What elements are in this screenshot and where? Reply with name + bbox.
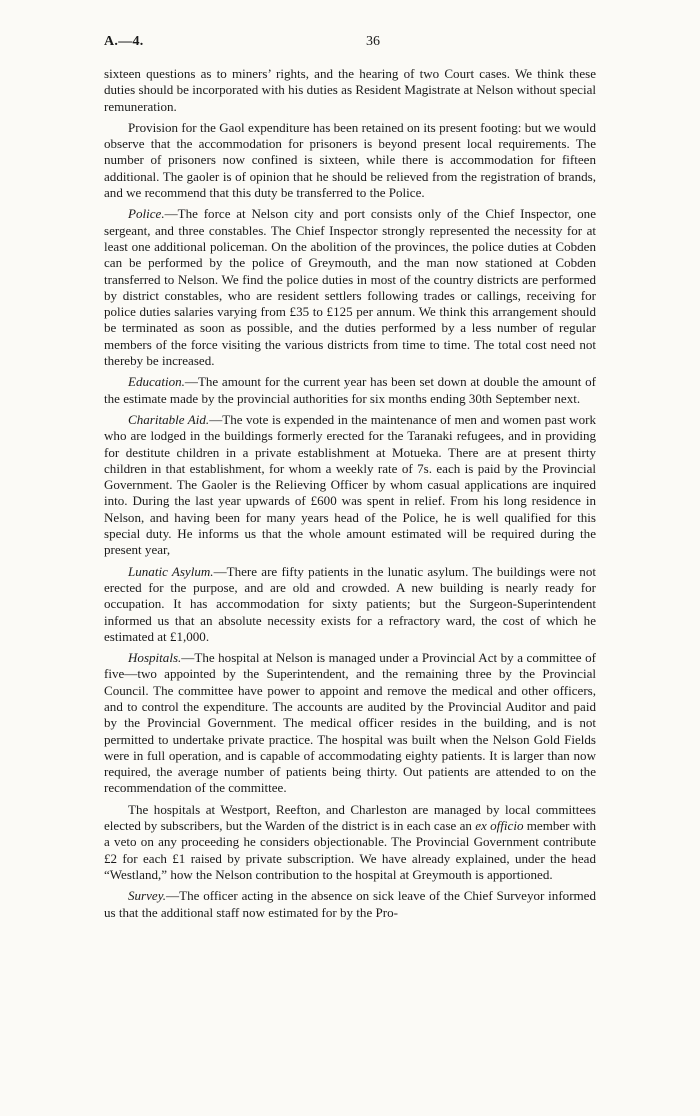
section-heading-survey: Survey. (128, 888, 167, 904)
paragraph-education: Education.—The amount for the current year has been set down at double the amount of the estimate made by the provincial authorities for six months ending 30th September next. (104, 374, 596, 406)
paragraph-police: Police.—The force at Nelson city and port consists only of the Chief Inspector, one sergeant, and three constables. The Chief Inspector strongly represented the necessity for at least one additional policeman. On the abolition of the provinces, the police duties at Cobden can be performed by the police of Greymouth, and the man now stationed at Cobden transferred to Nelson. We find the police duties in most of the country districts are performed by district constables, who are resident settlers following trades or callings, receiving for police duties salaries varying from £35 to £125 per annum. We think this arrangement should be terminated as soon as possible, and the duties performed by a less number of regular members of the force visiting the various districts from time to time. The total cost need not thereby be increased. (104, 206, 596, 369)
paragraph-gaol: Provision for the Gaol expenditure has been retained on its present footing: but we would observe that the accommodation for prisoners is beyond present local requirements. The number of prisoners now confined is sixteen, while there is accommodation for fifteen additional. The gaoler is of opinion that he should be relieved from the registration of brands, and we recommend that this duty be transferred to the Police. (104, 119, 596, 201)
ex-officio-term: ex officio (475, 818, 524, 834)
paragraph-miners-rights: sixteen questions as to miners’ rights, and the hearing of two Court cases. We think these duties should be incorporated with his duties as Resident Magistrate at Nelson without special remuneration. (104, 66, 596, 114)
document-code: A.—4. (104, 34, 144, 49)
page-number: 36 (366, 34, 380, 49)
section-heading-hospitals: Hospitals. (128, 650, 182, 666)
section-heading-education: Education. (128, 374, 185, 390)
body-text (104, 66, 596, 926)
paragraph-lunatic-asylum: Lunatic Asylum.—There are fifty patients in the lunatic asylum. The buildings were not erected for the purpose, and are old and crowded. A new building is nearly ready for occupation. It has accommodation for sixty patients; but the Surgeon-Superintendent informed us that an absolute necessity exists for a refractory ward, the cost of which he estimated at £1,000. (104, 563, 596, 644)
section-heading-charitable-aid: Charitable Aid. (128, 411, 210, 427)
paragraph-survey: Survey.—The officer acting in the absence on sick leave of the Chief Surveyor informed us that the additional staff now estimated for by the Pro- (104, 888, 596, 920)
section-heading-lunatic-asylum: Lunatic Asylum. (128, 563, 214, 579)
paragraph-hospitals: Hospitals.—The hospital at Nelson is managed under a Provincial Act by a committee of five—two appointed by the Superintendent, and the remaining three by the Provincial Council. The committee have power to appoint and remove the medical and other officers, and to control the expenditure. The accounts are audited by the Provincial Auditor and paid by the Provincial Government. The medical officer resides in the building, and is not permitted to undertake private practice. The hospital was built when the Nelson Gold Fields were in full operation, and is capable of accommodating eighty patients. It is larger than now required, the average number of patients being thirty. Out patients are attended to on the recommendation of the committee. (104, 650, 596, 796)
page-header (104, 34, 596, 52)
section-heading-police: Police. (128, 206, 165, 222)
paragraph-local-hospitals: The hospitals at Westport, Reefton, and Charleston are managed by local committees elected by subscribers, but the Warden of the district is in each case an ex officio member with a veto on any proceeding he considers objectionable. The Provincial Government contribute £2 for each £1 raised by private subscription. We have already explained, under the head “Westland,” how the Nelson contribution to the hospital at Greymouth is apportioned. (104, 801, 597, 882)
paragraph-charitable-aid: Charitable Aid.—The vote is expended in the maintenance of men and women past work who are lodged in the buildings formerly erected for the Taranaki refugees, and in providing for destitute children in a private establishment at Motueka. There are at present thirty children in that establishment, for whom a weekly rate of 7s. each is paid by the Provincial Government. The Gaoler is the Relieving Officer by whom casual applications are inquired into. During the last year upwards of £600 was spent in relief. From his long residence in Nelson, and having been for many years head of the Police, he is well qualified for this special duty. He informs us that the whole amount estimated will be required during the present year, (104, 411, 596, 558)
